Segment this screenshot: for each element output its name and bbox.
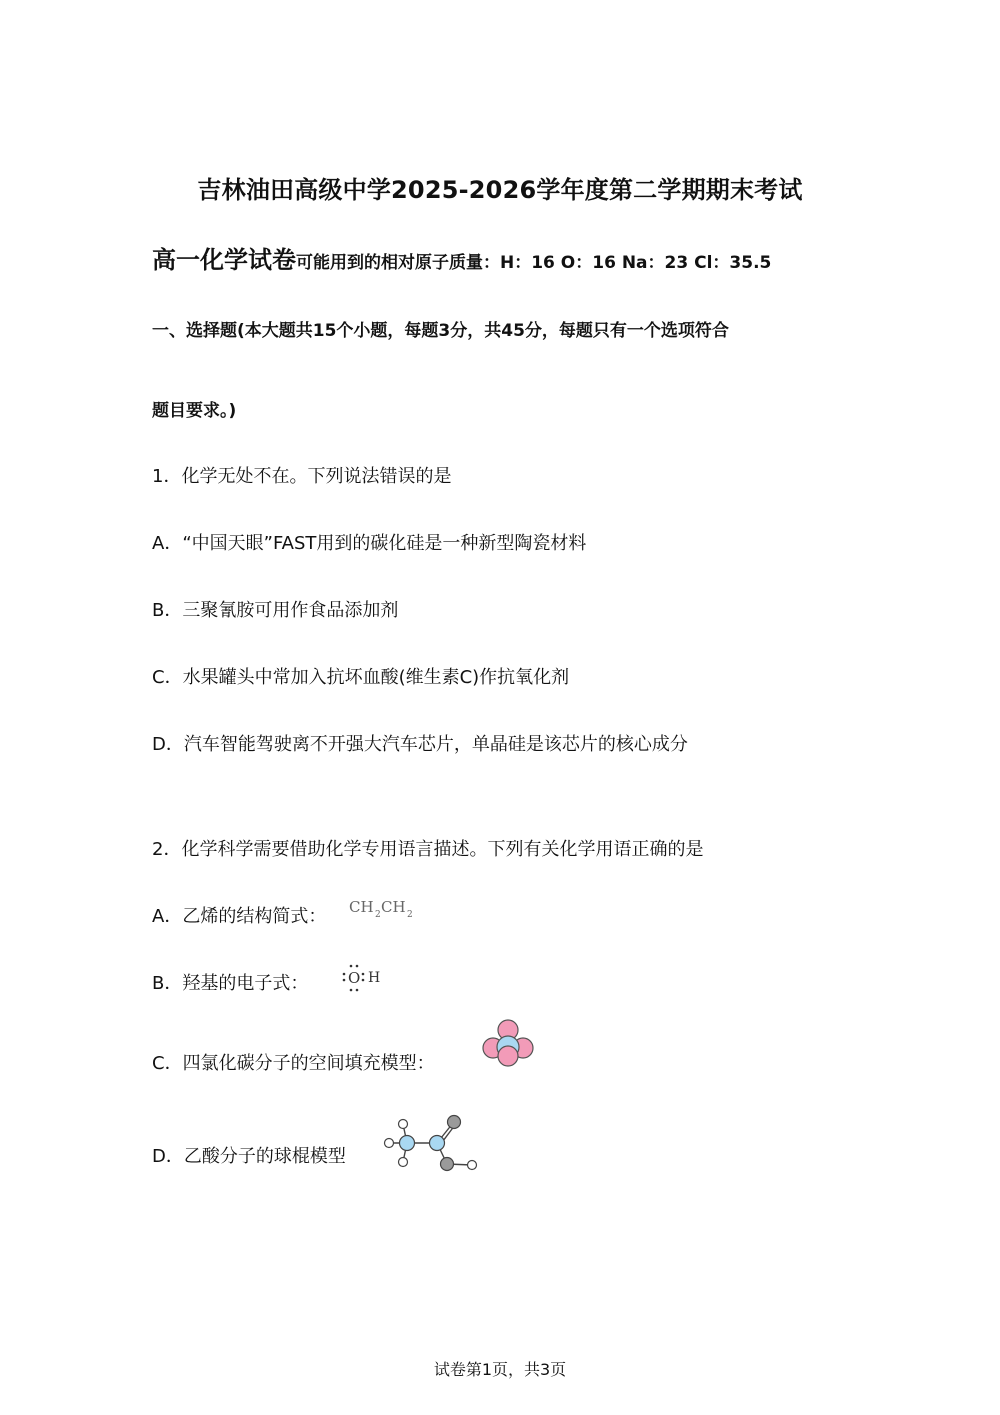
question-2-option-c (152, 1049, 435, 1075)
h-atom-2 (399, 1120, 408, 1129)
exam-title: 吉林油田高级中学2025-2026学年度第二学期期末考试 (197, 176, 803, 204)
svg-text:CH: CH (381, 898, 406, 916)
section-heading-line1: 一、选择题(本大题共15个小题，每题3分，共45分，每题只有一个选项符合 (152, 321, 729, 341)
ccl4-space-filling-model (480, 1018, 536, 1074)
c-atom-methyl (400, 1136, 415, 1151)
svg-text:2: 2 (407, 910, 413, 920)
hydroxyl-electron-formula-svg (340, 962, 388, 992)
h-atom-1 (385, 1139, 394, 1148)
h-atom-hydroxyl (468, 1161, 477, 1170)
acetic-acid-ball-stick-svg (380, 1110, 484, 1176)
question-2-option-c-label: C．四氯化碳分子的空间填充模型： (152, 1053, 435, 1074)
acetic-acid-ball-stick-model (380, 1110, 484, 1180)
question-2-option-a-label: A．乙烯的结构简式： (152, 906, 327, 927)
question-1-stem: 1．化学无处不在。下列说法错误的是 (152, 466, 452, 487)
page-footer: 试卷第1页，共3页 (433, 1360, 567, 1379)
exam-subtitle: 高一化学试卷 (152, 246, 296, 274)
question-1-option-b: B．三聚氰胺可用作食品添加剂 (152, 600, 399, 621)
h-atom-3 (399, 1158, 408, 1167)
hydroxyl-electron-formula (340, 962, 388, 996)
question-2-option-d (152, 1142, 346, 1168)
svg-text:H: H (368, 970, 381, 986)
ethylene-formula-svg (348, 898, 420, 922)
svg-text:2: 2 (375, 910, 381, 920)
question-1-option-d: D．汽车智能驾驶离不开强大汽车芯片，单晶硅是该芯片的核心成分 (152, 734, 688, 755)
o-atom-hydroxyl (441, 1158, 454, 1171)
question-1-option-c: C．水果罐头中常加入抗坏血酸(维生素C)作抗氧化剂 (152, 667, 570, 688)
ethylene-formula (348, 898, 420, 926)
question-2-option-d-label: D．乙酸分子的球棍模型 (152, 1146, 346, 1167)
svg-text:CH: CH (349, 898, 374, 916)
question-2-stem: 2．化学科学需要借助化学专用语言描述。下列有关化学用语正确的是 (152, 839, 704, 860)
section-heading-line2: 题目要求。) (152, 401, 237, 421)
svg-text:O: O (348, 969, 361, 987)
ccl4-space-filling-svg (480, 1018, 536, 1070)
atomic-masses: 可能用到的相对原子质量：H：16 O：16 Na：23 Cl：35.5 (296, 253, 772, 273)
subtitle-line (152, 240, 771, 275)
question-2-option-a (152, 902, 326, 928)
question-2-option-b (152, 969, 308, 995)
question-2-option-b-label: B．羟基的电子式： (152, 973, 309, 994)
question-1-option-a: A．“中国天眼”FAST用到的碳化硅是一种新型陶瓷材料 (152, 533, 587, 554)
o-atom-carbonyl (448, 1116, 461, 1129)
cl-atom-bottom (498, 1046, 518, 1066)
c-atom-carboxyl (430, 1136, 445, 1151)
